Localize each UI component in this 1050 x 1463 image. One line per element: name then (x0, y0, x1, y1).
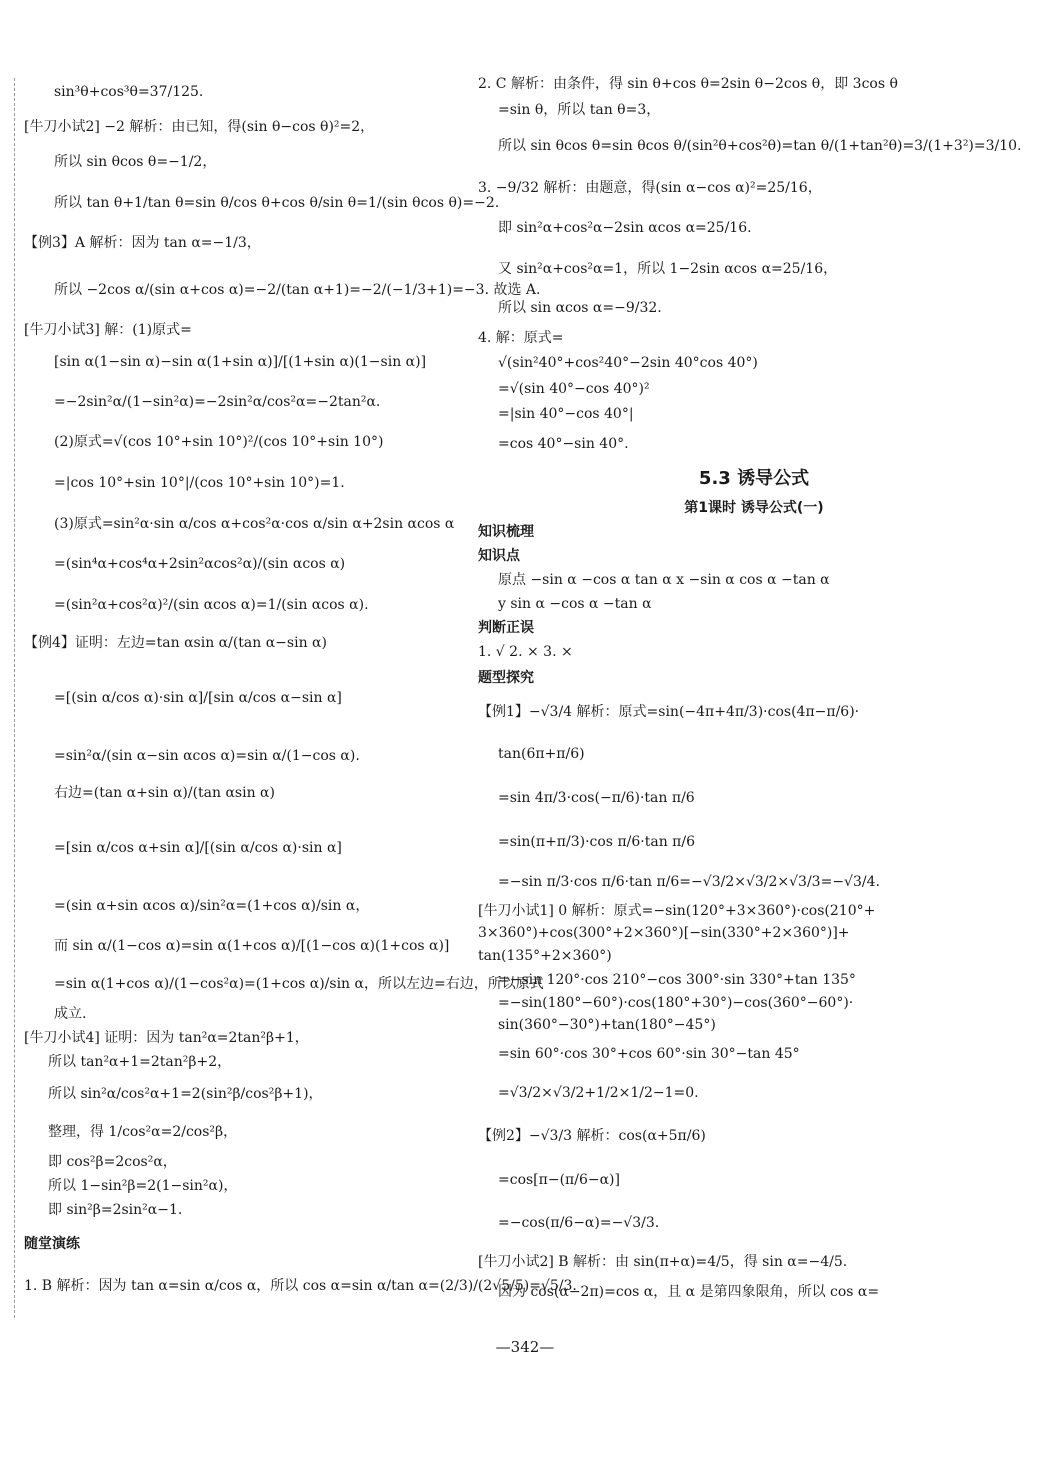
right-line: 3×360°)+cos(300°+2×360°)[−sin(330°+2×360°)]+ (478, 925, 850, 941)
left-line: 所以 sin²α/cos²α+1=2(sin²β/cos²β+1)， (48, 1086, 323, 1102)
left-line: 右边=(tan α+sin α)/(tan αsin α) (54, 785, 275, 801)
left-line: 1. B 解析：因为 tan α=sin α/cos α，所以 cos α=sin α/tan α=(2/3)/(2√5/5)=√5/3. (24, 1278, 577, 1294)
left-line: =[(sin α/cos α)·sin α]/[sin α/cos α−sin α] (54, 690, 342, 706)
right-line: 2. C 解析：由条件，得 sin θ+cos θ=2sin θ−2cos θ，即 3cos θ (478, 76, 898, 92)
left-line: 所以 tan²α+1=2tan²β+2， (48, 1054, 232, 1070)
right-line: 题型探究 (478, 670, 534, 686)
right-line: =−sin(180°−60°)·cos(180°+30°)−cos(360°−60°)· (498, 995, 854, 1011)
left-line: 即 sin²β=2sin²α−1. (48, 1202, 183, 1218)
right-line: =sin θ，所以 tan θ=3， (498, 102, 661, 118)
right-line: tan(135°+2×360°) (478, 948, 612, 964)
left-line: 而 sin α/(1−cos α)=sin α(1+cos α)/[(1−cos α)(1+cos α)] (54, 938, 450, 954)
left-line: 【例4】证明：左边=tan αsin α/(tan α−sin α) (24, 635, 327, 651)
right-line: 5.3 诱导公式 (698, 468, 810, 489)
right-line: 因为 cos(α−2π)=cos α，且 α 是第四象限角，所以 cos α= (498, 1284, 880, 1300)
left-line: =(sin²α+cos²α)²/(sin αcos α)=1/(sin αcos α). (54, 597, 369, 613)
right-line: =−sin π/3·cos π/6·tan π/6=−√3/2×√3/2×√3/3=−√3/4. (498, 874, 880, 890)
left-line: (2)原式=√(cos 10°+sin 10°)²/(cos 10°+sin 10°) (54, 434, 384, 450)
right-line: 判断正误 (478, 620, 534, 636)
left-line: 随堂演练 (24, 1236, 80, 1252)
left-line: 所以 sin θcos θ=−1/2， (54, 154, 217, 170)
right-line: =√3/2×√3/2+1/2×1/2−1=0. (498, 1085, 699, 1101)
right-line: =√(sin 40°−cos 40°)² (498, 381, 650, 397)
left-line: 整理，得 1/cos²α=2/cos²β， (48, 1124, 238, 1140)
left-line: =(sin⁴α+cos⁴α+2sin²αcos²α)/(sin αcos α) (54, 556, 346, 572)
right-line: =cos[π−(π/6−α)] (498, 1172, 620, 1188)
right-line: 所以 sin αcos α=−9/32. (498, 300, 662, 316)
right-line: 1. √ 2. × 3. × (478, 644, 573, 660)
right-line: 3. −9/32 解析：由题意，得(sin α−cos α)²=25/16， (478, 180, 822, 196)
right-line: =sin(π+π/3)·cos π/6·tan π/6 (498, 834, 695, 850)
right-line: √(sin²40°+cos²40°−2sin 40°cos 40°) (498, 355, 758, 371)
right-line: =cos 40°−sin 40°. (498, 436, 629, 452)
right-column (478, 72, 1030, 1304)
left-line: =|cos 10°+sin 10°|/(cos 10°+sin 10°)=1. (54, 475, 345, 491)
left-line: 【例3】A 解析：因为 tan α=−1/3， (24, 235, 261, 251)
right-line: 4. 解：原式= (478, 330, 564, 346)
right-line: 所以 sin θcos θ=sin θcos θ/(sin²θ+cos²θ)=tan θ/(1+tan²θ)=3/(1+3²)=3/10. (498, 138, 1022, 154)
right-line: 原点 −sin α −cos α tan α x −sin α cos α −tan α (498, 572, 830, 588)
left-line: =sin²α/(sin α−sin αcos α)=sin α/(1−cos α). (54, 748, 360, 764)
left-line: (3)原式=sin²α·sin α/cos α+cos²α·cos α/sin α+2sin αcos α (54, 516, 455, 532)
right-line: =−cos(π/6−α)=−√3/3. (498, 1215, 660, 1231)
right-line: 【例1】−√3/4 解析：原式=sin(−4π+4π/3)·cos(4π−π/6)· (478, 704, 860, 720)
right-line: =−sin 120°·cos 210°−cos 300°·sin 330°+tan 135° (498, 972, 856, 988)
left-line: 成立. (54, 1006, 87, 1022)
left-line: 所以 1−sin²β=2(1−sin²α)， (48, 1178, 238, 1194)
left-line: sin³θ+cos³θ=37/125. (54, 84, 204, 100)
right-line: [牛刀小试2] B 解析：由 sin(π+α)=4/5，得 sin α=−4/5. (478, 1254, 848, 1270)
page-number: —342— (495, 1338, 555, 1356)
right-line: =sin 4π/3·cos(−π/6)·tan π/6 (498, 790, 695, 806)
right-line: 知识点 (478, 548, 520, 564)
right-line: =|sin 40°−cos 40°| (498, 406, 634, 422)
left-line: [牛刀小试3] 解：(1)原式= (24, 322, 192, 338)
left-line: 所以 tan θ+1/tan θ=sin θ/cos θ+cos θ/sin θ=1/(sin θcos θ)=−2. (54, 195, 500, 211)
right-line: [牛刀小试1] 0 解析：原式=−sin(120°+3×360°)·cos(210°+ (478, 903, 876, 919)
left-line: =sin α(1+cos α)/(1−cos²α)=(1+cos α)/sin α，所以左边=右边，所以原式 (54, 976, 544, 992)
right-line: sin(360°−30°)+tan(180°−45°) (498, 1017, 716, 1033)
right-line: 【例2】−√3/3 解析：cos(α+5π/6) (478, 1128, 706, 1144)
left-line: 即 cos²β=2cos²α， (48, 1154, 177, 1170)
right-line: y sin α −cos α −tan α (498, 596, 652, 612)
left-line: =(sin α+sin αcos α)/sin²α=(1+cos α)/sin α， (54, 898, 370, 914)
left-margin-rule (14, 78, 16, 1318)
left-line: =[sin α/cos α+sin α]/[(sin α/cos α)·sin α] (54, 840, 342, 856)
left-line: =−2sin²α/(1−sin²α)=−2sin²α/cos²α=−2tan²α. (54, 394, 381, 410)
right-line: 第1课时 诱导公式(一) (684, 500, 824, 516)
right-line: 即 sin²α+cos²α−2sin αcos α=25/16. (498, 220, 752, 236)
left-line: 所以 −2cos α/(sin α+cos α)=−2/(tan α+1)=−2/(−1/3+1)=−3. 故选 A. (54, 282, 541, 298)
left-line: [牛刀小试2] −2 解析：由已知，得(sin θ−cos θ)²=2， (24, 119, 375, 135)
left-line: [sin α(1−sin α)−sin α(1+sin α)]/[(1+sin α)(1−sin α)] (54, 354, 427, 370)
right-line: 又 sin²α+cos²α=1，所以 1−2sin αcos α=25/16， (498, 261, 838, 277)
left-line: [牛刀小试4] 证明：因为 tan²α=2tan²β+1， (24, 1030, 309, 1046)
right-line: =sin 60°·cos 30°+cos 60°·sin 30°−tan 45° (498, 1046, 800, 1062)
right-line: tan(6π+π/6) (498, 746, 585, 762)
right-line: 知识梳理 (478, 524, 534, 540)
